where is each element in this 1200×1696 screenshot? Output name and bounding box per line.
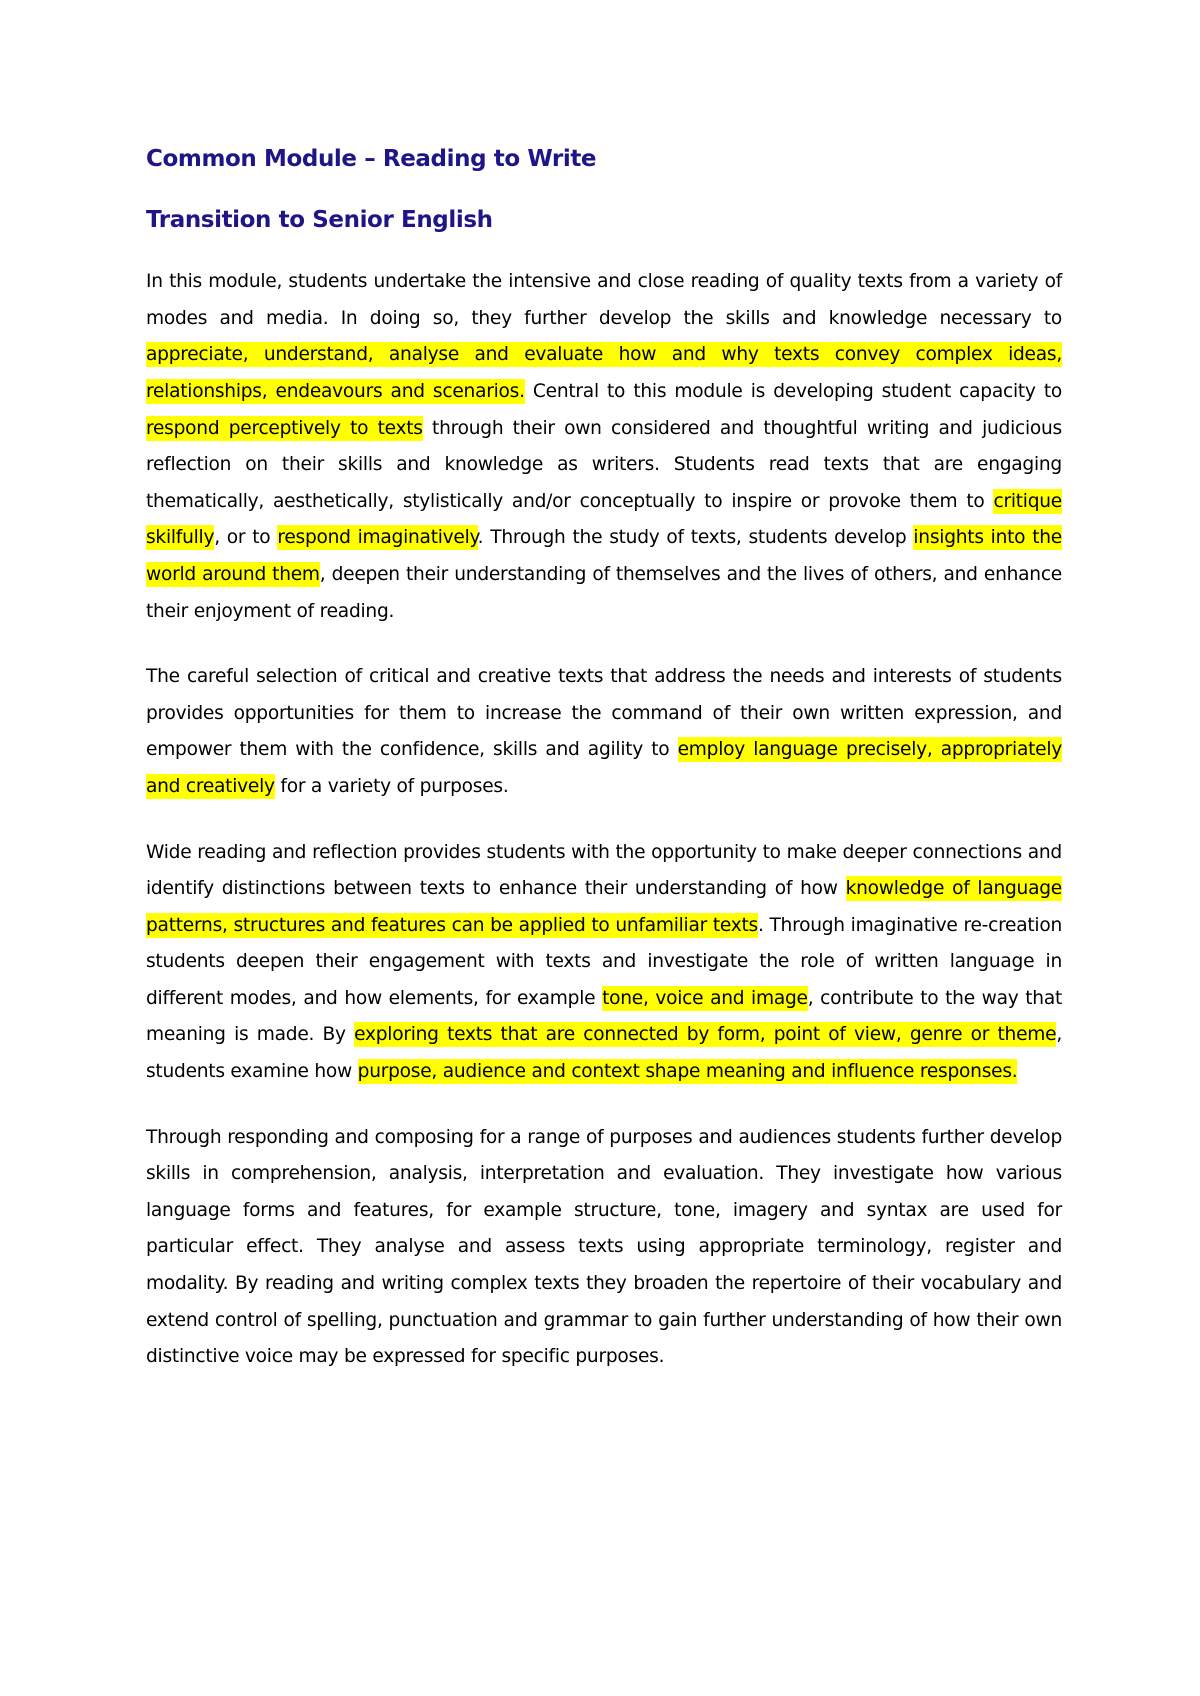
document-title: Common Module – Reading to Write bbox=[146, 146, 597, 172]
text-run: . Through imaginative re-creation students deepen their engagement with texts and investigate the role of written language in different modes, and how elements, for example bbox=[146, 914, 1062, 1009]
text-run: . Through the study of texts, students develop bbox=[477, 527, 914, 549]
highlighted-phrase: purpose, audience and context shape meaning and influence responses. bbox=[357, 1061, 1018, 1083]
highlighted-phrase: appreciate, understand, analyse and evaluate how and why texts convey complex ideas, relationships, endeavours and scenarios. bbox=[146, 344, 1062, 402]
document-subtitle: Transition to Senior English bbox=[146, 206, 493, 233]
text-run: through their own considered and thoughtful writing and judicious reflection on their skills and knowledge as writers. Students read texts that are engaging thematically, aesthetically, stylistically and/or conceptually to inspire or provoke them to bbox=[146, 417, 1062, 512]
text-run: for a variety of purposes. bbox=[274, 775, 509, 797]
body-paragraph bbox=[146, 264, 1062, 630]
body-paragraph bbox=[146, 659, 1062, 805]
highlighted-phrase: exploring texts that are connected by form, point of view, genre or theme bbox=[354, 1024, 1057, 1046]
highlighted-phrase: insights into the world around them bbox=[146, 527, 1062, 585]
text-run: , or to bbox=[214, 527, 278, 549]
text-run: Central to this module is developing student capacity to bbox=[524, 380, 1062, 402]
body-paragraph bbox=[146, 835, 1062, 1091]
highlighted-phrase: knowledge of language patterns, structures and features can be applied to unfamiliar texts bbox=[146, 878, 1062, 936]
document-page bbox=[146, 146, 1062, 1376]
highlighted-phrase: respond imaginatively bbox=[277, 527, 478, 549]
text-run: The careful selection of critical and creative texts that address the needs and interests of students provides opportunities for them to increase the command of their own written expression, and empower them with the confidence, skills and agility to bbox=[146, 666, 1062, 761]
text-run: Through responding and composing for a range of purposes and audiences students further develop skills in comprehension, analysis, interpretation and evaluation. They investigate how various language forms and features, for example structure, tone, imagery and syntax are used for particular effect. They analyse and assess texts using appropriate terminology, register and modality. By reading and writing complex texts they broaden the repertoire of their vocabulary and extend control of spelling, punctuation and grammar to gain further understanding of how their own distinctive voice may be expressed for specific purposes. bbox=[146, 1126, 1062, 1368]
body-paragraph bbox=[146, 1120, 1062, 1376]
text-run: , contribute to the way that meaning is made. By bbox=[146, 987, 1063, 1046]
highlighted-phrase: tone, voice and image bbox=[602, 987, 808, 1009]
text-run: In this module, students undertake the intensive and close reading of quality texts from a variety of modes and media. In doing so, they further develop the skills and knowledge necessary to bbox=[146, 271, 1062, 329]
text-run: , deepen their understanding of themselves and the lives of others, and enhance their enjoyment of reading. bbox=[146, 563, 1062, 622]
highlighted-phrase: respond perceptively to texts bbox=[146, 417, 423, 439]
text-run: Wide reading and reflection provides students with the opportunity to make deeper connections and identify distinctions between texts to enhance their understanding of how bbox=[146, 841, 1062, 900]
text-run: , students examine how bbox=[146, 1024, 1062, 1083]
highlighted-phrase: critique skilfully bbox=[146, 490, 1062, 549]
highlighted-phrase: employ language precisely, appropriately and creatively bbox=[146, 739, 1062, 797]
body-text bbox=[146, 264, 1062, 1376]
